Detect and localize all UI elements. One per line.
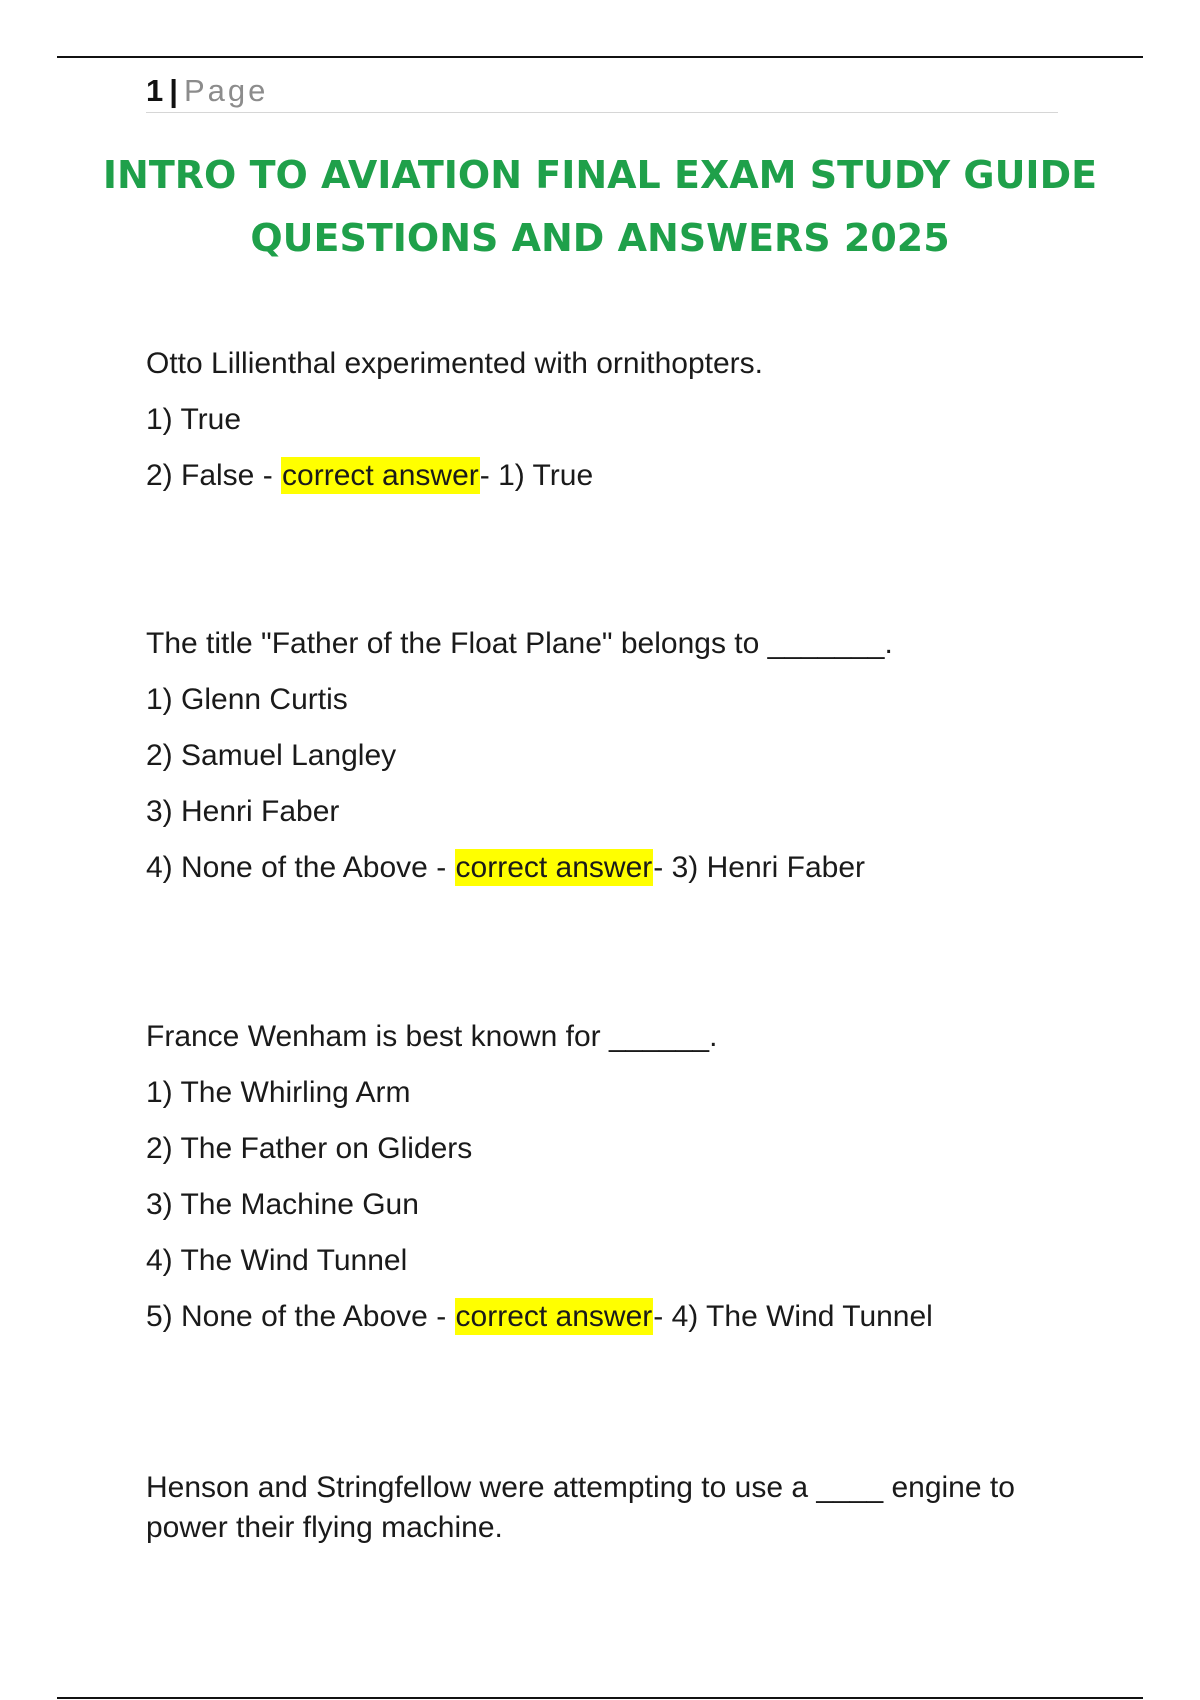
question-text: The title "Father of the Float Plane" belongs to _______. xyxy=(146,627,893,660)
page-label: Page xyxy=(183,73,269,108)
option-last xyxy=(146,1289,1086,1345)
option-2: 2) Samuel Langley xyxy=(146,739,397,772)
question-text: Henson and Stringfellow were attempting to use a ____ engine to power their flying machine. xyxy=(146,1471,1015,1544)
option-text: 2) False - xyxy=(146,459,282,492)
answer-text: - 1) True xyxy=(479,459,594,492)
option-3: 3) The Machine Gun xyxy=(146,1188,419,1221)
option-4: 4) The Wind Tunnel xyxy=(146,1244,408,1277)
page-separator: | xyxy=(169,73,178,108)
option-1: 1) Glenn Curtis xyxy=(146,683,348,716)
answer-text: - 3) Henri Faber xyxy=(653,851,865,884)
bottom-rule xyxy=(57,1697,1143,1699)
correct-answer-highlight: correct answer xyxy=(282,459,479,492)
option-last xyxy=(146,840,1086,896)
correct-answer-highlight: correct answer xyxy=(455,851,653,884)
question-block-2 xyxy=(146,616,1086,896)
question-block-1 xyxy=(146,336,1086,504)
answer-text: - 4) The Wind Tunnel xyxy=(653,1300,933,1333)
document-title: INTRO TO AVIATION FINAL EXAM STUDY GUIDE QUESTIONS AND ANSWERS 2025 xyxy=(102,153,1098,260)
option-3: 3) Henri Faber xyxy=(146,795,340,828)
question-text: Otto Lillienthal experimented with ornithopters. xyxy=(146,347,763,380)
question-block-3 xyxy=(146,1009,1086,1345)
option-2: 2) The Father on Gliders xyxy=(146,1132,473,1165)
option-1: 1) True xyxy=(146,403,242,436)
correct-answer-highlight: correct answer xyxy=(455,1300,653,1333)
page-header xyxy=(146,70,1058,113)
question-text: France Wenham is best known for ______. xyxy=(146,1020,718,1053)
option-1: 1) The Whirling Arm xyxy=(146,1076,411,1109)
option-text: 4) None of the Above - xyxy=(146,851,455,884)
page-number: 1 xyxy=(146,73,164,108)
question-block-4 xyxy=(146,1468,1066,1550)
top-rule xyxy=(57,56,1143,58)
option-text: 5) None of the Above - xyxy=(146,1300,455,1333)
option-last xyxy=(146,448,1086,504)
